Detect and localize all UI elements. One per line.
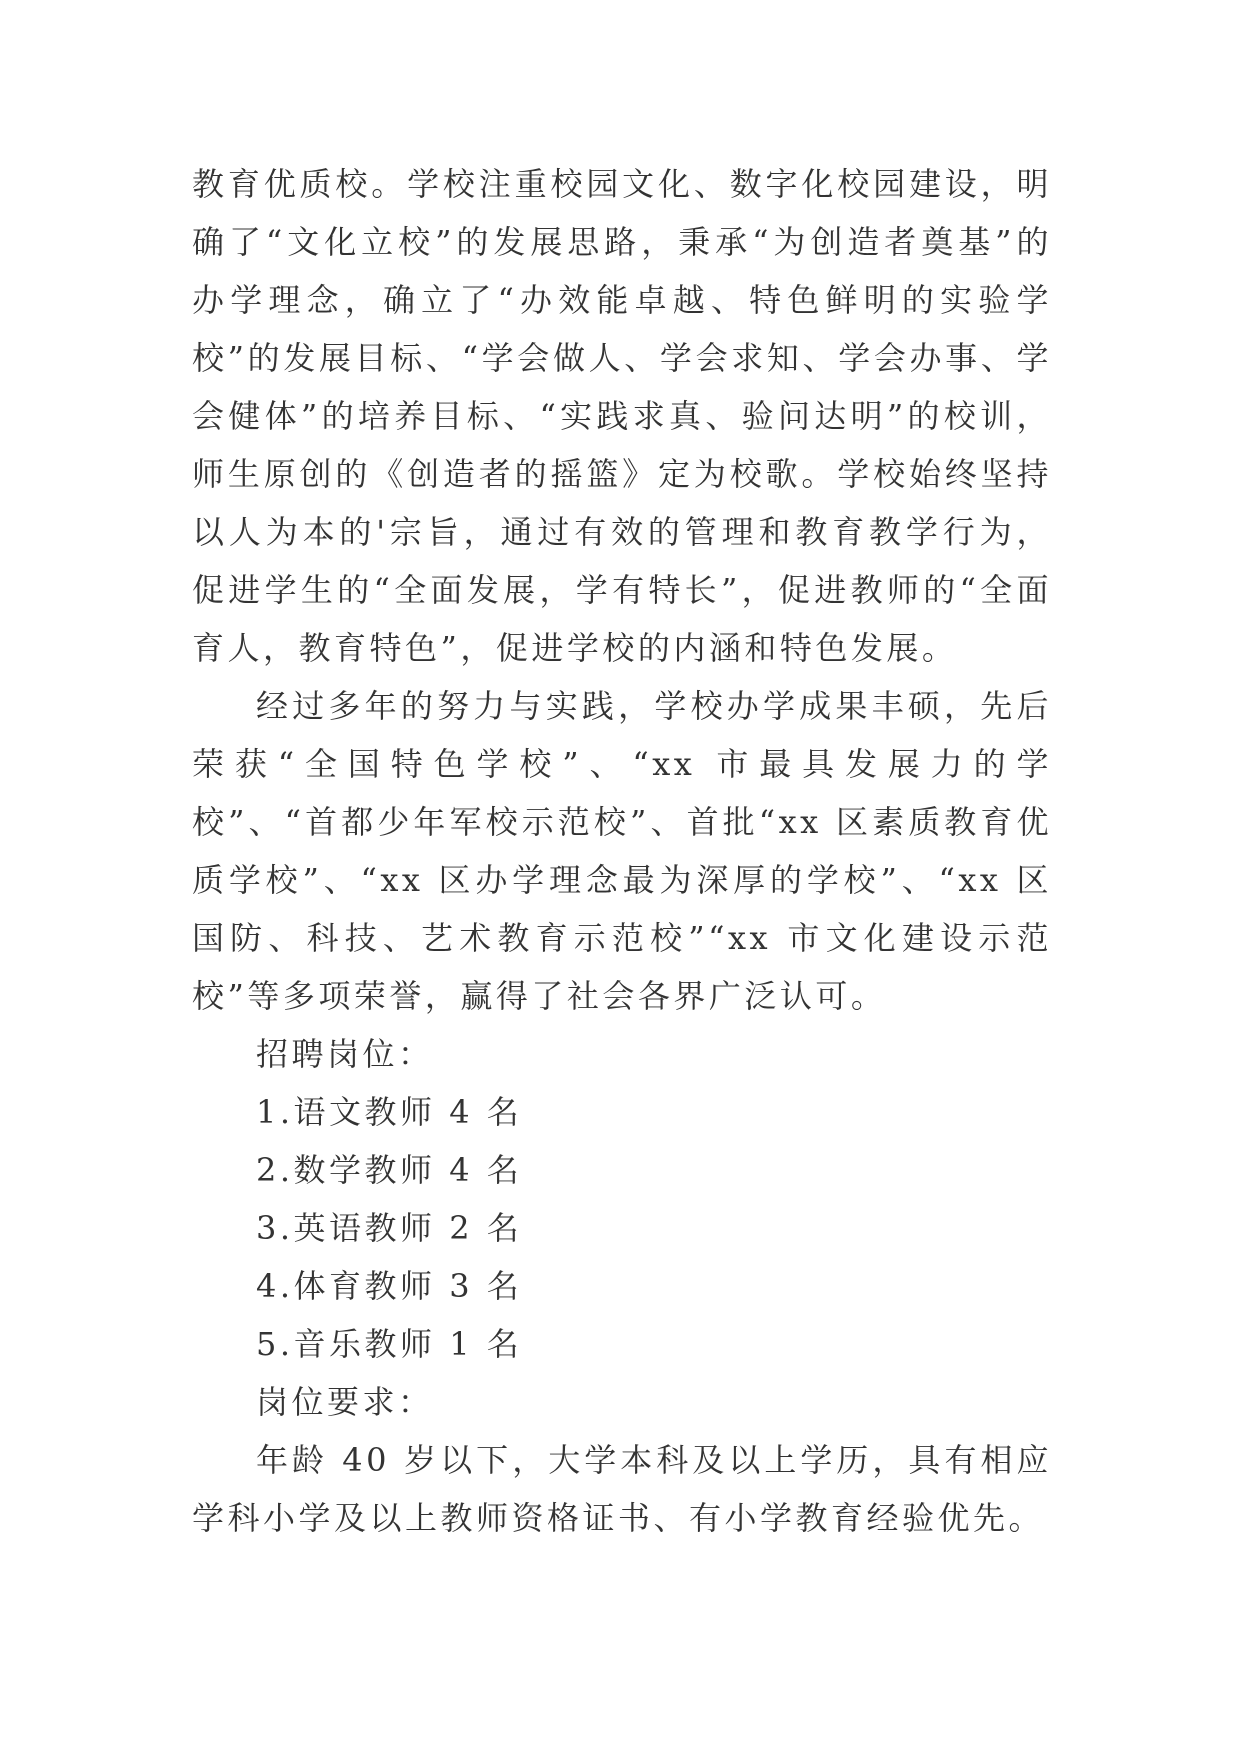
requirements-heading: 岗位要求： xyxy=(256,1383,434,1421)
position-item-english: 3.英语教师 2 名 xyxy=(256,1209,523,1247)
intro-continuation-paragraph: 教育优质校。学校注重校园文化、数字化校园建设，明确了“文化立校”的发展思路，秉承“为创造者奠基”的办学理念，确立了“办效能卓越、特色鲜明的实验学校”的发展目标、“学会做人、学会求知、学会办事、学会健体”的培养目标、“实践求真、验问达明”的校训，师生原创的《创造者的摇篮》定为校歌。学校始终坚持以人为本的'宗旨，通过有效的管理和教育教学行为，促进学生的“全面发展，学有特长”，促进教师的“全面育人，教育特色”，促进学校的内涵和特色发展。 xyxy=(192,165,1052,667)
document-body xyxy=(192,155,1052,1547)
position-item-music: 5.音乐教师 1 名 xyxy=(256,1325,523,1363)
requirements-paragraph: 年龄 40 岁以下，大学本科及以上学历，具有相应学科小学及以上教师资格证书、有小学教育经验优先。 xyxy=(192,1441,1052,1537)
achievements-paragraph: 经过多年的努力与实践，学校办学成果丰硕，先后荣获“全国特色学校”、“xx 市最具发展力的学校”、“首都少年军校示范校”、首批“xx 区素质教育优质学校”、“xx 区办学理念最为深厚的学校”、“xx 区国防、科技、艺术教育示范校”“xx 市文化建设示范校”等多项荣誉，赢得了社会各界广泛认可。 xyxy=(192,687,1052,1015)
positions-heading: 招聘岗位： xyxy=(256,1035,434,1073)
position-item-chinese: 1.语文教师 4 名 xyxy=(256,1093,523,1131)
position-item-math: 2.数学教师 4 名 xyxy=(256,1151,523,1189)
position-item-pe: 4.体育教师 3 名 xyxy=(256,1267,523,1305)
